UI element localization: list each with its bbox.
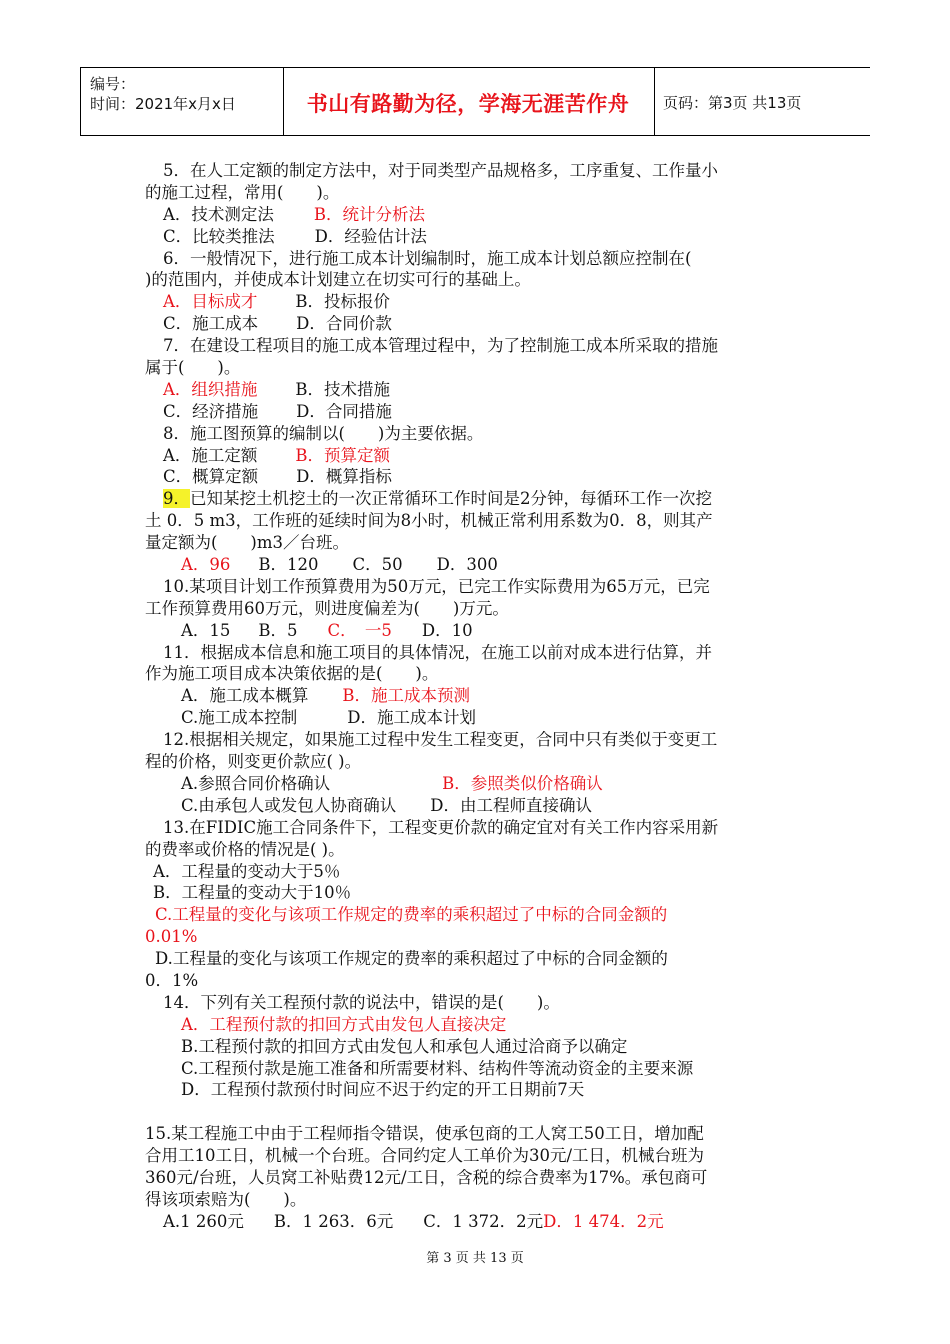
header-divider <box>654 68 655 135</box>
question-15-stem-cont: 合用工10工日，机械一个台班。合同约定人工单价为30元/工日，机械台班为 <box>145 1146 705 1166</box>
option-a: A.参照合同价格确认 <box>181 773 331 793</box>
question-7-stem-cont: 属于( )。 <box>145 358 241 378</box>
question-7-stem: 7．在建设工程项目的施工成本管理过程中，为了控制施工成本所采取的措施 <box>163 336 718 356</box>
option-a: A.1 260元 <box>163 1211 244 1231</box>
question-13-option-c-cont: 0.01% <box>145 927 198 947</box>
option-b-answer: B．统计分析法 <box>313 204 426 224</box>
header-meta <box>90 74 280 114</box>
question-15-options <box>145 1211 810 1233</box>
option-a-answer: A．组织措施 <box>163 379 258 399</box>
option-b-answer: B．参照类似价格确认 <box>442 773 603 793</box>
question-11-stem-cont: 作为施工项目成本决策依据的是( )。 <box>145 664 439 684</box>
question-13-stem: 13.在FIDIC施工合同条件下，工程变更价款的确定宜对有关工作内容采用新 <box>163 817 719 837</box>
question-9-text: 已知某挖土机挖土的一次正常循环工作时间是2分钟，每循环工作一次挖 <box>190 489 712 509</box>
option-c: C．50 <box>352 555 403 575</box>
question-10-stem: 10.某项目计划工作预算费用为50万元，已完工作实际费用为65万元，已完 <box>163 576 710 596</box>
option-d: D．300 <box>436 555 498 575</box>
option-d: D．经验估计法 <box>314 226 427 246</box>
question-11-options-ab <box>145 685 810 707</box>
document-number: 编号： <box>90 75 136 93</box>
question-7-options-ab <box>145 379 810 401</box>
option-a-answer: A．目标成才 <box>163 292 258 312</box>
option-b-answer: B．施工成本预测 <box>342 686 471 706</box>
option-d: D．概算指标 <box>296 467 392 487</box>
question-5-stem-cont: 的施工过程，常用( )。 <box>145 182 340 202</box>
question-14-option-b: B.工程预付款的扣回方式由发包人和承包人通过洽商予以确定 <box>181 1036 628 1056</box>
option-c: C.施工成本控制 <box>181 708 298 728</box>
question-8-options-cd <box>145 466 810 488</box>
option-b: B．120 <box>258 555 319 575</box>
question-10-options <box>145 620 810 642</box>
option-a: A．施工定额 <box>163 445 258 465</box>
question-13-option-a: A．工程量的变动大于5％ <box>153 861 341 881</box>
question-13-option-c-answer: C.工程量的变化与该项工作规定的费率的乘积超过了中标的合同金额的 <box>155 905 668 925</box>
question-9-options <box>145 554 810 576</box>
question-13-option-d-cont: 0．1% <box>145 970 199 990</box>
question-9-stem-cont: 土 0．5 m3，工作班的延续时间为8小时，机械正常利用系数为0．8，则其产 <box>145 511 713 531</box>
option-c: C．施工成本 <box>163 314 259 334</box>
page-footer: 第 3 页 共 13 页 <box>426 1251 524 1266</box>
question-5-options-cd <box>145 226 810 248</box>
question-12-options-cd <box>145 795 810 817</box>
option-a: A．施工成本概算 <box>181 686 309 706</box>
question-8-options-ab <box>145 445 810 467</box>
question-9-number: 9． <box>163 489 190 509</box>
question-6-stem-cont: )的范围内，并使成本计划建立在切实可行的基础上。 <box>145 270 531 290</box>
question-15-stem-cont2: 360元/台班，人员窝工补贴费12元/工日，含税的综合费率为17%。承包商可 <box>145 1167 708 1187</box>
header-motto: 书山有路勤为径，学海无涯苦作舟 <box>306 91 630 116</box>
option-c: C．1 372．2元 <box>423 1211 544 1231</box>
option-b: B．技术措施 <box>295 379 391 399</box>
question-13-option-d: D.工程量的变化与该项工作规定的费率的乘积超过了中标的合同金额的 <box>155 949 668 969</box>
question-8-stem: 8．施工图预算的编制以( )为主要依据。 <box>163 423 484 443</box>
question-5-options-ab <box>145 204 810 226</box>
option-d-answer: D．1 474．2元 <box>543 1211 664 1231</box>
option-c-answer: C． 一5 <box>327 620 392 640</box>
option-b: B．投标报价 <box>295 292 391 312</box>
question-9-stem <box>145 488 810 510</box>
question-12-stem-cont: 程的价格，则变更价款应( )。 <box>145 752 362 772</box>
question-13-option-b: B．工程量的变动大于10％ <box>153 883 352 903</box>
question-5-stem: 5．在人工定额的制定方法中，对于同类型产品规格多，工序重复、工作量小 <box>163 161 718 180</box>
question-6-options-cd <box>145 313 810 335</box>
option-c: C.由承包人或发包人协商确认 <box>181 795 397 815</box>
question-13-stem-cont: 的费率或价格的情况是( )。 <box>145 839 345 859</box>
question-11-stem: 11．根据成本信息和施工项目的具体情况，在施工以前对成本进行估算，并 <box>163 642 712 662</box>
question-10-stem-cont: 工作预算费用60万元，则进度偏差为( )万元。 <box>145 598 509 618</box>
question-14-option-d: D．工程预付款预付时间应不迟于约定的开工日期前7天 <box>181 1080 585 1100</box>
document-time: 时间：2021年x月x日 <box>90 95 236 113</box>
spacer <box>145 1101 810 1123</box>
option-a-answer: A．96 <box>181 555 231 575</box>
option-b-answer: B．预算定额 <box>295 445 391 465</box>
option-b: B．1 263．6元 <box>273 1211 394 1231</box>
question-14-option-c: C.工程预付款是施工准备和所需要材料、结构件等流动资金的主要来源 <box>181 1058 694 1078</box>
question-14-option-a-answer: A．工程预付款的扣回方式由发包人直接决定 <box>181 1014 507 1034</box>
header-divider <box>80 68 81 135</box>
option-d: D．施工成本计划 <box>347 708 477 728</box>
question-14-stem: 14．下列有关工程预付款的说法中，错误的是( )。 <box>163 992 560 1012</box>
page-header <box>80 67 870 136</box>
option-d: D．10 <box>421 620 473 640</box>
option-d: D．合同价款 <box>296 314 392 334</box>
question-list <box>145 160 810 1233</box>
question-12-stem: 12.根据相关规定，如果施工过程中发生工程变更，合同中只有类似于变更工 <box>163 730 718 750</box>
option-c: C．经济措施 <box>163 401 259 421</box>
option-c: C．比较类推法 <box>163 226 275 246</box>
option-a: A．技术测定法 <box>163 204 274 224</box>
option-a: A．15 <box>181 620 231 640</box>
question-9-stem-cont2: 量定额为( )m3／台班。 <box>145 533 350 553</box>
question-12-options-ab <box>145 773 810 795</box>
question-6-stem: 6．一般情况下，进行施工成本计划编制时，施工成本计划总额应控制在( <box>163 248 692 268</box>
header-page-info: 页码：第3页 共13页 <box>663 94 802 112</box>
question-6-options-ab <box>145 291 810 313</box>
question-7-options-cd <box>145 401 810 423</box>
option-c: C．概算定额 <box>163 467 259 487</box>
option-d: D．由工程师直接确认 <box>430 795 593 815</box>
question-15-stem: 15.某工程施工中由于工程师指令错误，使承包商的工人窝工50工日，增加配 <box>145 1124 704 1144</box>
question-15-stem-cont3: 得该项索赔为( )。 <box>145 1189 307 1209</box>
option-b: B．5 <box>258 620 298 640</box>
option-d: D．合同措施 <box>296 401 392 421</box>
question-11-options-cd <box>145 707 810 729</box>
